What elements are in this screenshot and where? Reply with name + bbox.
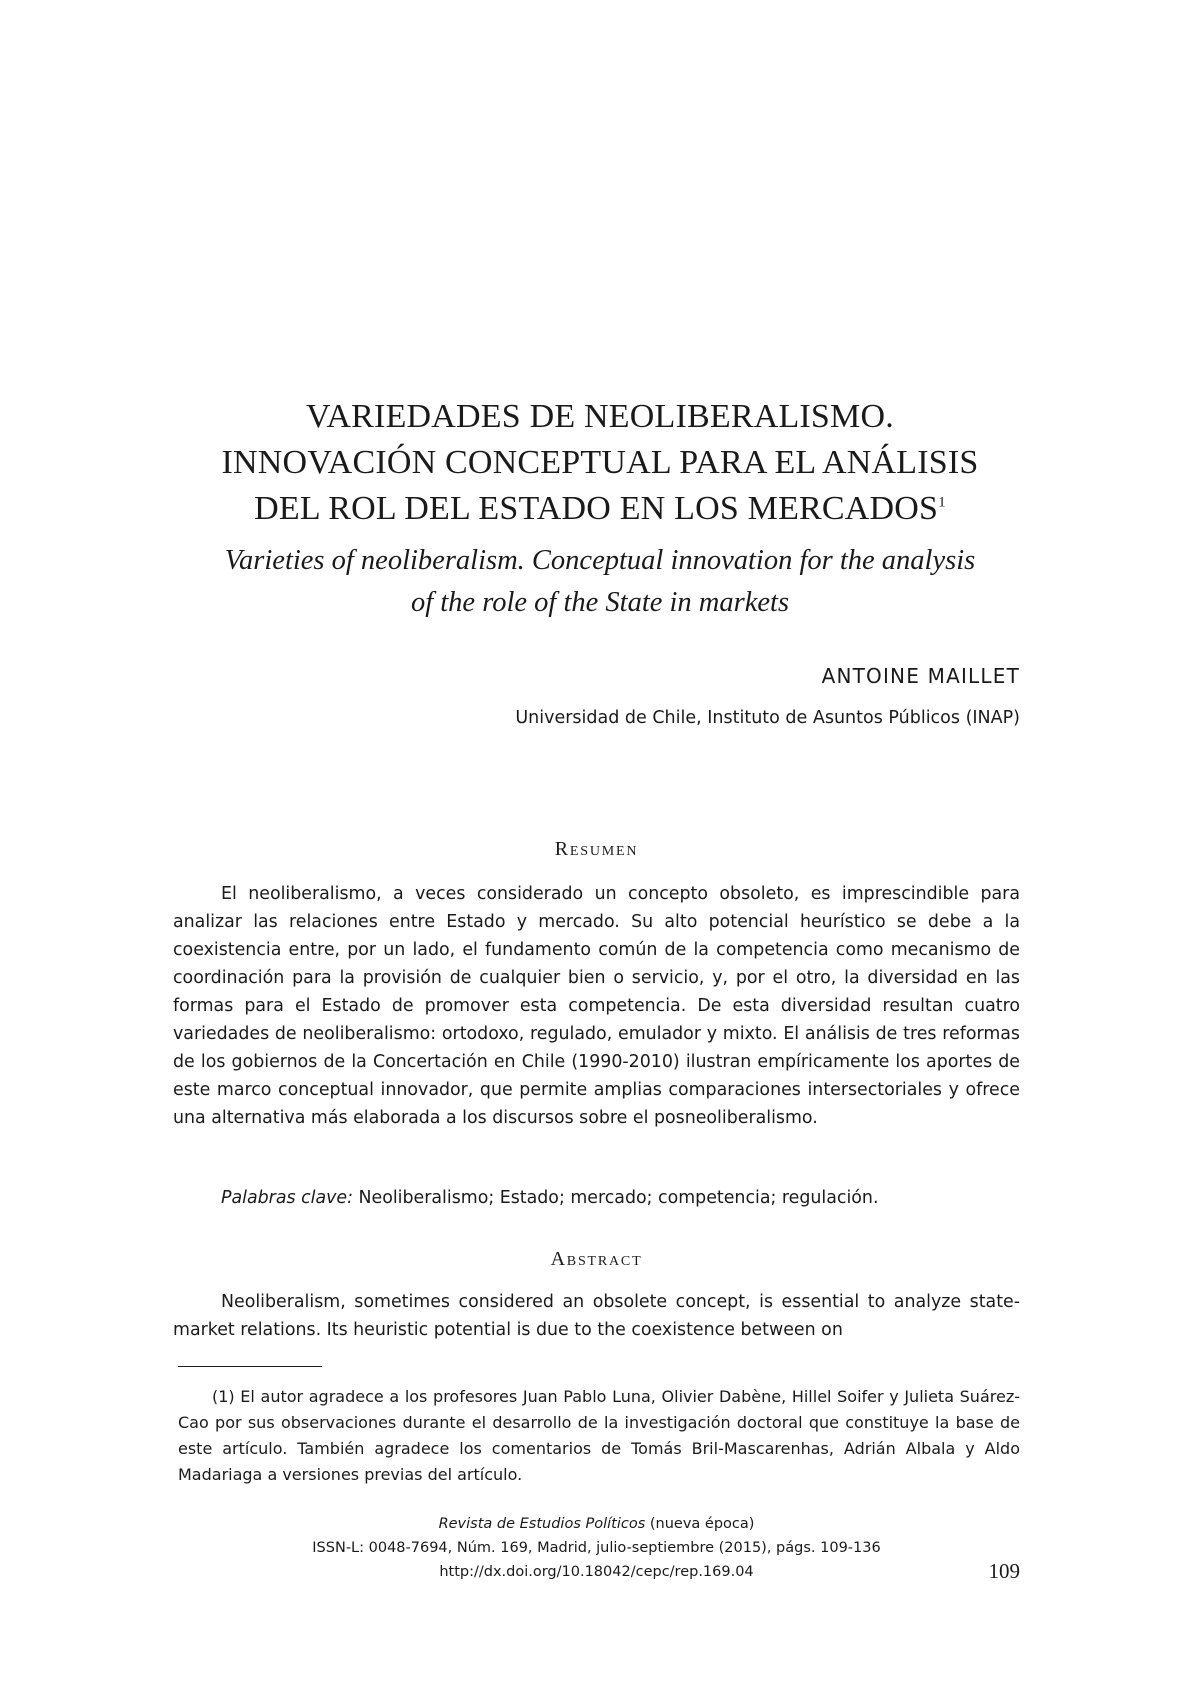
title-footnote-mark: 1 <box>938 494 946 511</box>
keywords-list: Neoliberalismo; Estado; mercado; competencia; regulación. <box>352 1188 879 1208</box>
resumen-paragraph: El neoliberalismo, a veces considerado un concepto obsoleto, es imprescindible para analizar las relaciones entre Estado y mercado. Su alto potencial heurístico se debe a la coexistencia entre, por un lado, el fundamento común de la competencia como mecanismo de coordinación para la provisión de cualquier bien o servicio, y, por el otro, la diversidad en las formas para el Estado de promover esta competencia. De esta diversidad resultan cuatro variedades de neoliberalismo: ortodoxo, regulado, emulador y mixto. El análisis de tres reformas de los gobiernos de la Concertación en Chile (1990-2010) ilustran empíricamente los aportes de este marco conceptual innovador, que permite amplias comparaciones intersectoriales y ofrece una alternativa más elaborada a los discursos sobre el posneoliberalismo. <box>173 884 1020 1128</box>
title-line-3 <box>150 486 1050 532</box>
keywords-line <box>173 1188 1020 1208</box>
subtitle-line-1: Varieties of neoliberalism. Conceptual innovation for the analysis <box>224 545 976 576</box>
subtitle-line-2: of the role of the State in markets <box>410 587 790 618</box>
journal-suffix: (nueva época) <box>645 1516 755 1532</box>
author-affiliation: Universidad de Chile, Instituto de Asuntos Públicos (INAP) <box>515 708 1020 728</box>
keywords-label: Palabras clave: <box>221 1188 353 1208</box>
footnote-divider <box>178 1366 322 1367</box>
abstract-body <box>173 1288 1020 1344</box>
abstract-heading: Abstract <box>550 1248 643 1270</box>
resumen-heading: Resumen <box>554 838 639 860</box>
footnote-text: (1) El autor agradece a los profesores Juan Pablo Luna, Olivier Dabène, Hillel Soifer y Julieta Suárez-Cao por sus observaciones durante el desarrollo de la investigación doctoral que constituye la base de este artículo. También agradece los comentarios de Tomás Bril-Mascarenhas, Adrián Albala y Aldo Madariaga a versiones previas del artículo. <box>178 1387 1020 1484</box>
footnote <box>178 1384 1020 1488</box>
title-line-3-text: DEL ROL DEL ESTADO EN LOS MERCADOS <box>254 490 939 527</box>
journal-footer <box>173 1512 1020 1584</box>
abstract-paragraph: Neoliberalism, sometimes considered an obsolete concept, is essential to analyze state-market relations. Its heuristic potential is due to the coexistence between on <box>173 1292 1020 1340</box>
page-number: 109 <box>988 1559 1020 1583</box>
article-title <box>150 394 1050 532</box>
title-line-1: VARIEDADES DE NEOLIBERALISMO. <box>306 398 894 435</box>
resumen-body <box>173 880 1020 1132</box>
doi-link[interactable]: http://dx.doi.org/10.18042/cepc/rep.169.04 <box>439 1564 754 1580</box>
title-line-2: INNOVACIÓN CONCEPTUAL PARA EL ANÁLISIS <box>221 444 979 481</box>
issn-line: ISSN-L: 0048-7694, Núm. 169, Madrid, julio-septiembre (2015), págs. 109-136 <box>312 1540 881 1556</box>
journal-line <box>173 1512 1020 1536</box>
article-subtitle <box>160 540 1040 624</box>
author-name: ANTOINE MAILLET <box>821 664 1020 688</box>
journal-name: Revista de Estudios Políticos <box>438 1516 646 1532</box>
